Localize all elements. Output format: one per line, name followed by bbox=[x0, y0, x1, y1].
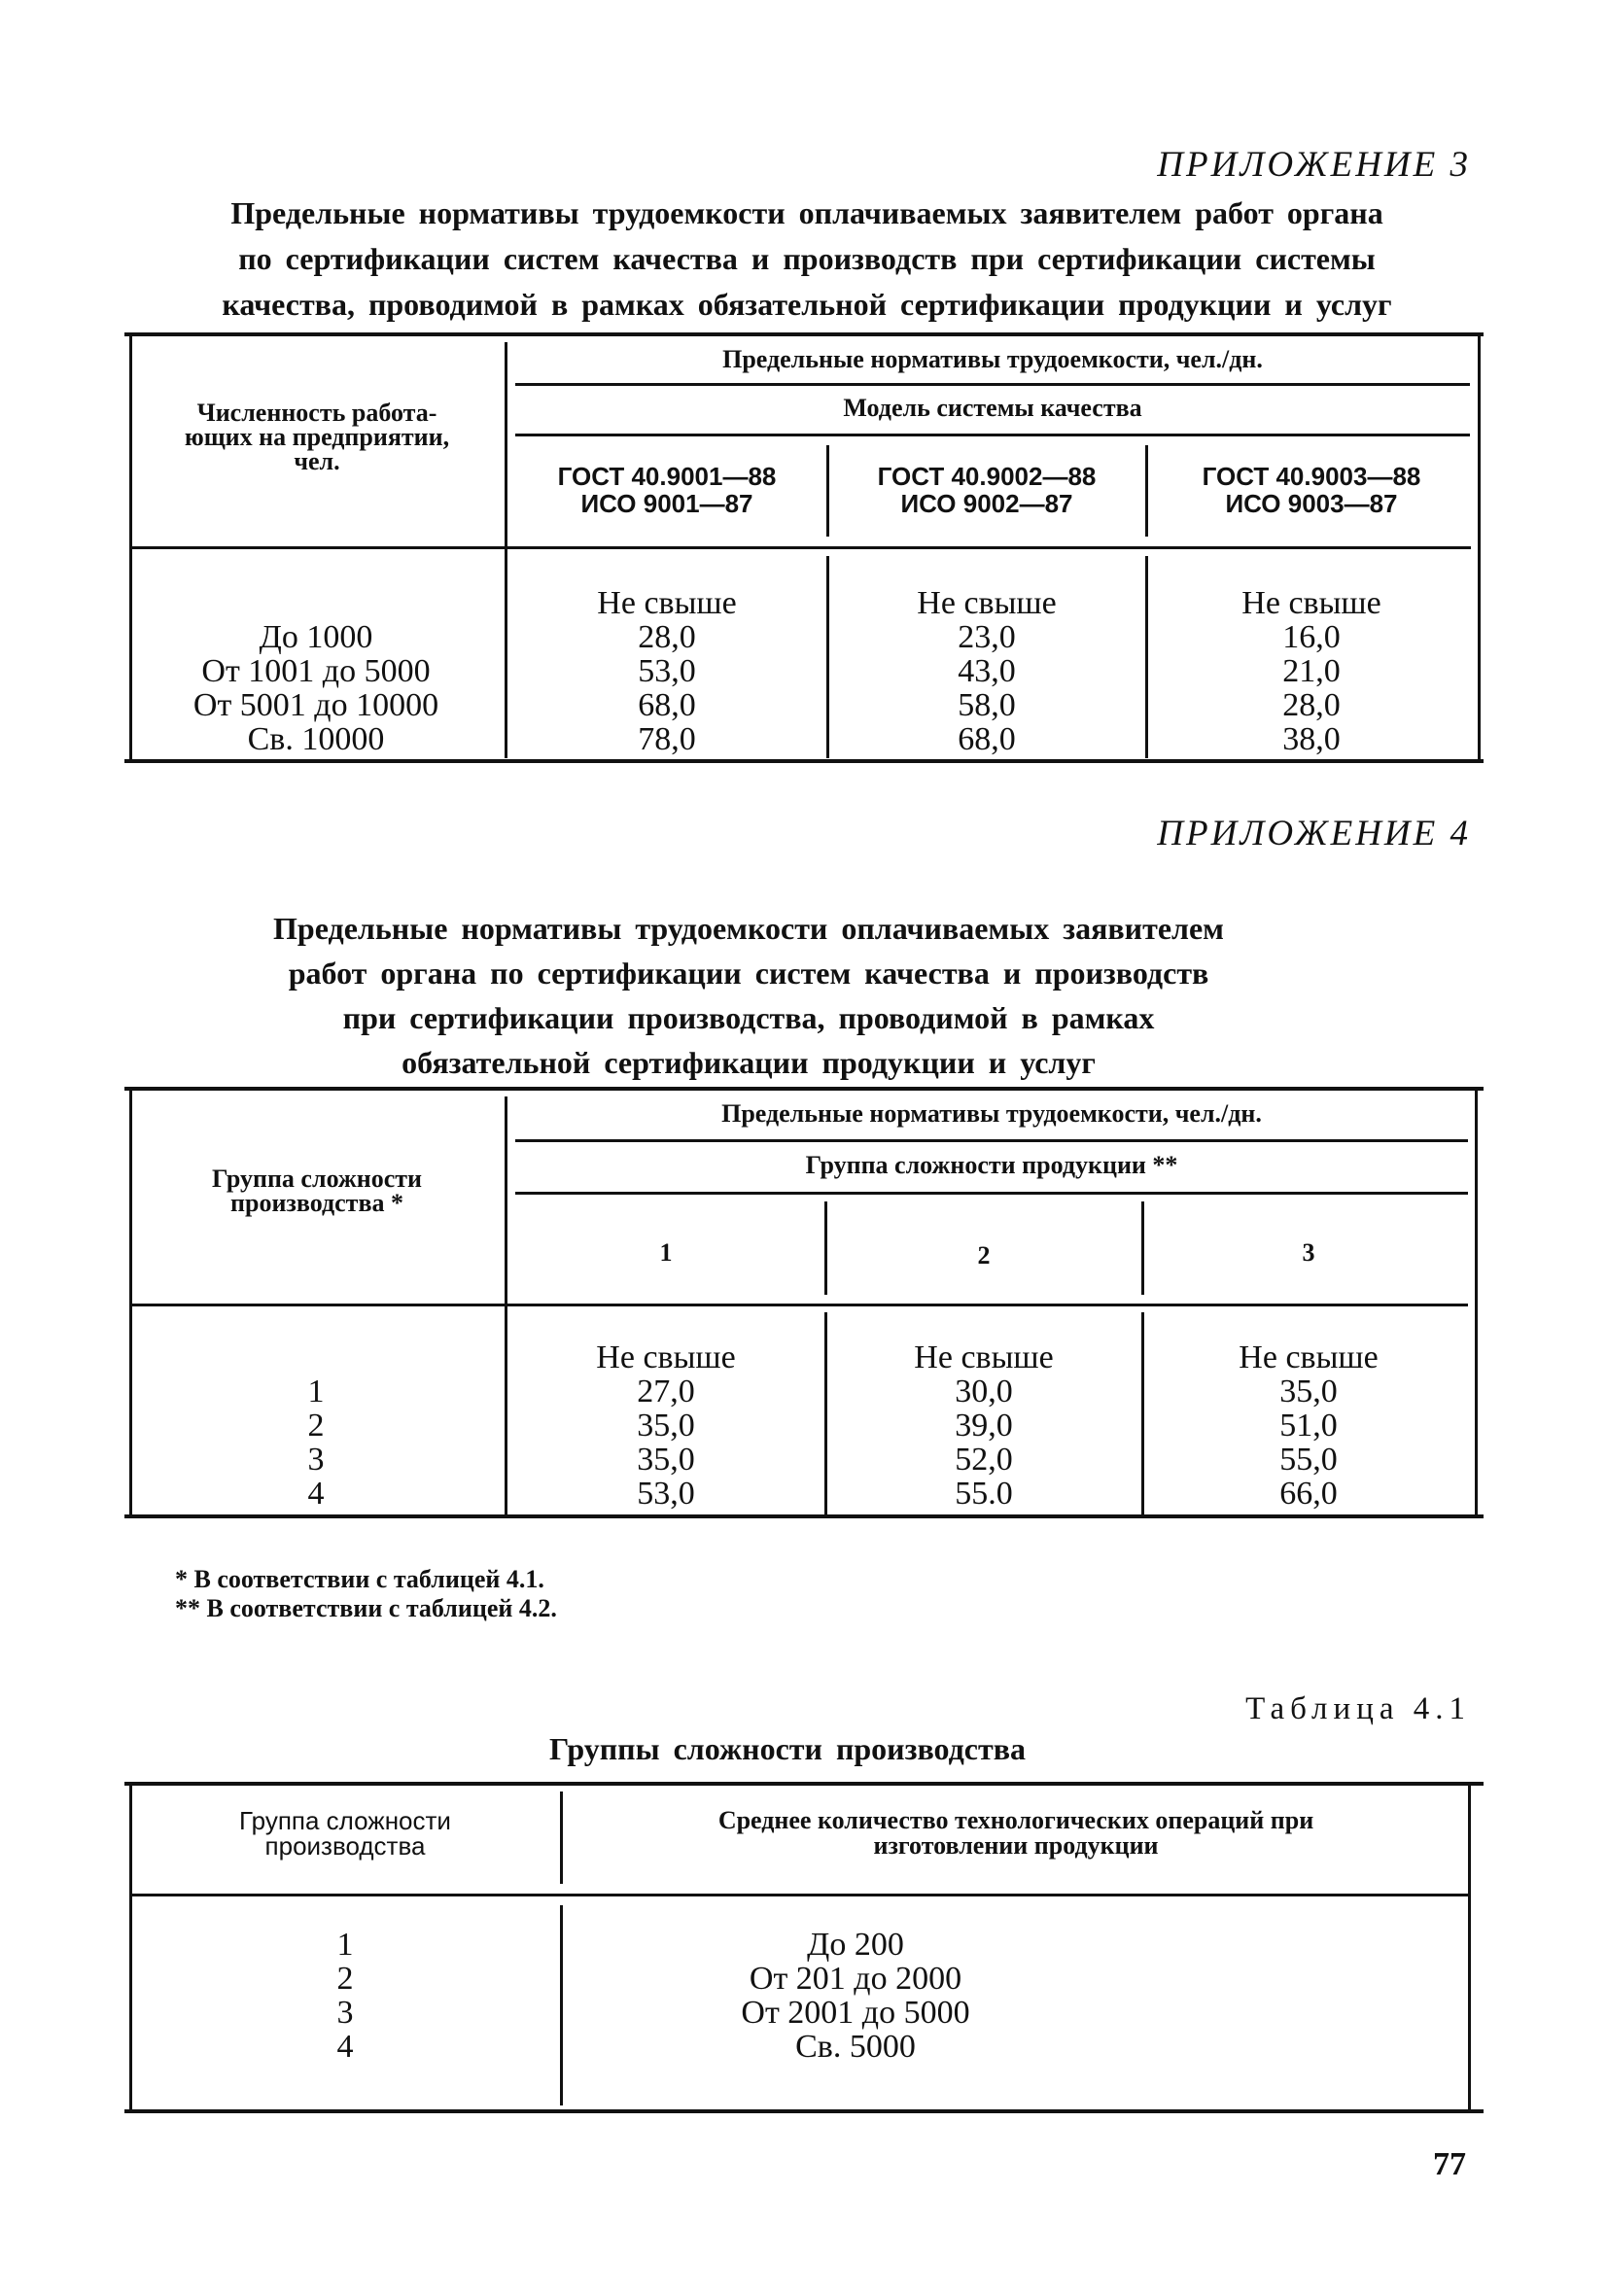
value-cell: 35,0 bbox=[637, 1408, 695, 1444]
value-cell: 53,0 bbox=[637, 1476, 695, 1512]
appendix-4-label: ПРИЛОЖЕНИЕ 4 bbox=[1157, 814, 1471, 853]
title-line: Предельные нормативы трудоемкости оплачиваемых заявителем bbox=[273, 911, 1224, 946]
group-cell: 2 bbox=[336, 1961, 354, 1997]
row-label: 3 bbox=[307, 1442, 325, 1478]
top-header: Предельные нормативы трудоемкости, чел./дн. bbox=[721, 1099, 1262, 1128]
table-4-1-title: Группы сложности производства bbox=[549, 1731, 1026, 1766]
value-cell: 35,0 bbox=[1279, 1374, 1338, 1409]
qualifier-text: Не свыше bbox=[1241, 585, 1381, 621]
table-4-1-label: Таблица 4.1 bbox=[1245, 1691, 1471, 1726]
title-line: по сертификации систем качества и производств при сертификации системы bbox=[238, 241, 1376, 276]
value-cell: 30,0 bbox=[955, 1374, 1013, 1409]
table-bottom-rule bbox=[124, 2109, 1484, 2113]
value-cell: 55,0 bbox=[1279, 1442, 1338, 1478]
table-top-rule bbox=[124, 1782, 1484, 1786]
value-cell: 78,0 bbox=[638, 721, 696, 757]
column-header-3: 3 bbox=[1302, 1238, 1315, 1267]
column-header-1: 1 bbox=[659, 1238, 673, 1267]
footnote: * В соответствии с таблицей 4.1. bbox=[175, 1565, 544, 1593]
group-cell: 4 bbox=[336, 2029, 354, 2065]
qualifier-text: Не свыше bbox=[914, 1339, 1054, 1375]
table-left-border bbox=[129, 1782, 132, 2112]
title-line: Предельные нормативы трудоемкости оплачиваемых заявителем работ органа bbox=[230, 195, 1383, 230]
value-cell: 21,0 bbox=[1282, 653, 1341, 689]
title-line: работ органа по сертификации систем качества и производств bbox=[288, 956, 1209, 991]
appendix-3-label: ПРИЛОЖЕНИЕ 3 bbox=[1157, 145, 1471, 185]
ops-cell: От 2001 до 5000 bbox=[741, 1995, 970, 2031]
qualifier-text: Не свыше bbox=[1239, 1339, 1379, 1375]
value-cell: 51,0 bbox=[1279, 1408, 1338, 1444]
group-cell: 3 bbox=[336, 1995, 354, 2031]
ops-cell: От 201 до 2000 bbox=[749, 1961, 962, 1997]
qualifier-text: Не свыше bbox=[596, 1339, 736, 1375]
column-header-3: ГОСТ 40.9003—88 ИСО 9003—87 bbox=[1202, 462, 1421, 518]
top-header: Предельные нормативы трудоемкости, чел./дн. bbox=[722, 345, 1263, 373]
qualifier-text: Не свыше bbox=[597, 585, 737, 621]
footnote: ** В соответствии с таблицей 4.2. bbox=[175, 1594, 557, 1622]
sub-header: Модель системы качества bbox=[843, 394, 1142, 422]
value-cell: 23,0 bbox=[958, 619, 1016, 655]
row-label: 2 bbox=[307, 1408, 325, 1444]
value-cell: 53,0 bbox=[638, 653, 696, 689]
column-header-1: ГОСТ 40.9001—88 ИСО 9001—87 bbox=[557, 462, 777, 518]
row-label: 4 bbox=[307, 1476, 325, 1512]
title-line: при сертификации производства, проводимой в рамках bbox=[342, 1000, 1155, 1035]
value-cell: 16,0 bbox=[1282, 619, 1341, 655]
value-cell: 43,0 bbox=[958, 653, 1016, 689]
row-label: От 5001 до 10000 bbox=[192, 687, 439, 723]
value-cell: 38,0 bbox=[1282, 721, 1341, 757]
value-cell: 28,0 bbox=[1282, 687, 1341, 723]
title-line: обязательной сертификации продукции и услуг bbox=[402, 1045, 1096, 1080]
column-header-2: ГОСТ 40.9002—88 ИСО 9002—87 bbox=[877, 462, 1097, 518]
value-cell: 35,0 bbox=[637, 1442, 695, 1478]
value-cell: 52,0 bbox=[955, 1442, 1013, 1478]
group-column bbox=[136, 1928, 554, 2064]
value-cell: 28,0 bbox=[638, 619, 696, 655]
value-cell: 58,0 bbox=[958, 687, 1016, 723]
sub-header: Группа сложности продукции ** bbox=[805, 1151, 1178, 1179]
header-bottom-rule bbox=[129, 1894, 1468, 1896]
ops-cell: Св. 5000 bbox=[795, 2029, 916, 2065]
body-col-divider bbox=[560, 1905, 563, 2105]
row-label: От 1001 до 5000 bbox=[201, 653, 431, 689]
group-cell: 1 bbox=[336, 1927, 354, 1963]
row-label: Св. 10000 bbox=[247, 721, 385, 757]
ops-column bbox=[612, 1928, 1099, 2064]
column-header-2: 2 bbox=[977, 1241, 991, 1270]
row-label: До 1000 bbox=[259, 619, 373, 655]
header-col-divider bbox=[560, 1792, 563, 1884]
value-cell: 27,0 bbox=[637, 1374, 695, 1409]
page-number: 77 bbox=[1433, 2146, 1466, 2182]
value-cell: 55.0 bbox=[955, 1476, 1013, 1512]
header-left: Группа сложности производства bbox=[239, 1806, 451, 1861]
header-right: Среднее количество технологических операций при изготовлении продукции bbox=[717, 1806, 1314, 1860]
value-cell: 39,0 bbox=[955, 1408, 1013, 1444]
value-cell: 66,0 bbox=[1279, 1476, 1338, 1512]
table-right-border bbox=[1468, 1782, 1471, 2112]
stub-header: Численность работа- ющих на предприятии, чел. bbox=[184, 399, 450, 475]
value-cell: 68,0 bbox=[638, 687, 696, 723]
title-line: качества, проводимой в рамках обязательной сертификации продукции и услуг bbox=[222, 287, 1392, 322]
qualifier-text: Не свыше bbox=[917, 585, 1057, 621]
ops-cell: До 200 bbox=[807, 1927, 904, 1963]
value-cell: 68,0 bbox=[958, 721, 1016, 757]
row-label: 1 bbox=[307, 1374, 325, 1409]
stub-header: Группа сложности производства * bbox=[211, 1165, 423, 1217]
